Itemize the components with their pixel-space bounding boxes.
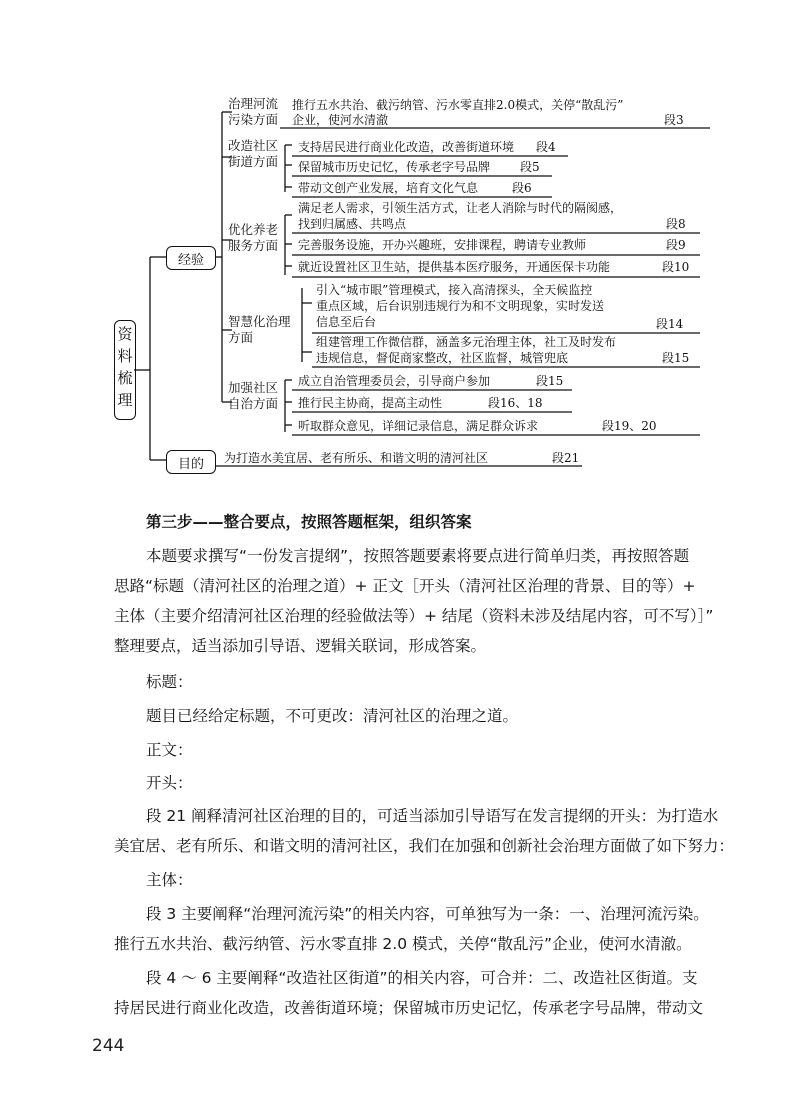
mindmap-item-text: 引入“城市眼”管理模式，接入高清探头，全天候监控 <box>316 283 593 297</box>
mindmap-item-text: 企业，使河水清澈 <box>292 113 389 127</box>
mindmap-item-text: 信息至后台 <box>316 315 377 329</box>
mindmap-item-ref: 段5 <box>520 160 540 174</box>
category-label: 加强社区 自治方面 <box>228 380 279 411</box>
mindmap-item-text: 满足老人需求，引领生活方式，让老人消除与时代的隔阂感， <box>298 201 623 215</box>
paragraph-line: 主体（主要介绍清河社区治理的经验做法等）+ 结尾（资料未涉及结尾内容，可不写）］” <box>114 607 714 625</box>
mindmap-item-text: 组建管理工作微信群，涵盖多元治理主体，社工及时发布 <box>316 335 617 349</box>
paragraph-line: 段 21 阐释清河社区治理的目的，可适当添加引导语写在发言提纲的开头：为打造水 <box>146 807 719 825</box>
category-label: 治理河流 污染方面 <box>228 96 279 127</box>
purpose-text: 为打造水美宜居、老有所乐、和谐文明的清河社区 <box>224 451 489 465</box>
label-main: 主体： <box>146 871 193 889</box>
paragraph-line: 整理要点，适当添加引导语、逻辑关联词，形成答案。 <box>114 637 487 655</box>
page-number: 244 <box>92 1036 125 1056</box>
label-body: 正文： <box>146 741 193 759</box>
mindmap-item-ref: 段6 <box>512 181 532 195</box>
mindmap-item-ref: 段8 <box>666 217 686 231</box>
mindmap-item-text: 就近设置社区卫生站，提供基本医疗服务，开通医保卡功能 <box>298 260 611 274</box>
category-label: 改造社区 街道方面 <box>228 138 279 169</box>
category-autonomy <box>228 380 278 412</box>
category-river <box>228 96 278 128</box>
category-elderly <box>228 222 278 254</box>
paragraph-line: 段 4 ～ 6 主要阐释“改造社区街道”的相关内容，可合并：二、改造社区街道。支 <box>146 969 698 987</box>
category-street <box>228 138 278 170</box>
label-opening: 开头： <box>146 774 193 792</box>
section-heading: 第三步——整合要点，按照答题框架，组织答案 <box>146 513 472 531</box>
mindmap-item-text: 违规信息，督促商家整改，社区监督，城管兜底 <box>316 351 569 365</box>
mindmap-item-text: 支持居民进行商业化改造，改善街道环境 <box>298 140 515 154</box>
root-char: 理 <box>117 391 133 409</box>
paragraph-line: 思路“标题（清河社区的治理之道）+ 正文［开头（清河社区治理的背景、目的等）+ <box>114 577 696 595</box>
mindmap-item-ref: 段14 <box>656 317 684 331</box>
mindmap-root <box>114 320 136 420</box>
mindmap-item-text: 推行民主协商，提高主动性 <box>298 396 443 410</box>
mindmap-item-ref: 段4 <box>536 140 556 154</box>
mindmap-item-ref: 段3 <box>664 113 684 127</box>
mindmap-item-ref: 段15 <box>662 351 690 365</box>
root-char: 料 <box>117 347 133 365</box>
mindmap-item-text: 找到归属感、共鸣点 <box>298 217 407 231</box>
mindmap-item-ref: 段16、18 <box>488 396 543 410</box>
root-char: 梳 <box>117 369 133 387</box>
root-char: 资 <box>117 325 133 343</box>
mindmap-item-text: 带动文创产业发展，培育文化气息 <box>298 181 479 195</box>
mindmap-item-ref: 段19、20 <box>602 419 657 433</box>
paragraph-line: 本题要求撰写“一份发言提纲”，按照答题要素将要点进行简单归类，再按照答题 <box>146 547 690 565</box>
mindmap-item-text: 重点区域，后台识别违规行为和不文明现象，实时发送 <box>316 299 605 313</box>
mindmap-item-text: 推行五水共治、截污纳管、污水零直排2.0模式，关停“散乱污” <box>292 98 624 112</box>
paragraph-line: 美宜居、老有所乐、和谐文明的清河社区，我们在加强和创新社会治理方面做了如下努力： <box>114 837 735 855</box>
mindmap-item-text: 听取群众意见，详细记录信息，满足群众诉求 <box>298 419 539 433</box>
mindmap-item-text: 完善服务设施，开办兴趣班，安排课程，聘请专业教师 <box>298 238 587 252</box>
mindmap-item-ref: 段9 <box>666 238 686 252</box>
paragraph-line: 推行五水共治、截污纳管、污水零直排 2.0 模式，关停“散乱污”企业，使河水清澈。 <box>114 935 692 953</box>
title-note: 题目已经给定标题，不可更改：清河社区的治理之道。 <box>146 707 519 725</box>
mindmap-item-text: 成立自治管理委员会，引导商户参加 <box>298 374 491 388</box>
paragraph-line: 持居民进行商业化改造，改善街道环境；保留城市历史记忆，传承老字号品牌，带动文 <box>114 999 704 1017</box>
mindmap-item-ref: 段15 <box>536 374 564 388</box>
paragraph-line: 段 3 主要阐释“治理河流污染”的相关内容，可单独写为一条：一、治理河流污染。 <box>146 905 709 923</box>
category-smart <box>228 314 291 346</box>
mindmap-item-ref: 段10 <box>662 260 690 274</box>
purpose-node: 目的 <box>166 450 216 474</box>
experience-node: 经验 <box>166 246 216 270</box>
category-label: 优化养老 服务方面 <box>228 222 279 253</box>
mindmap-item-text: 保留城市历史记忆，传承老字号品牌 <box>298 160 491 174</box>
category-label: 智慧化治理 方面 <box>228 314 291 345</box>
purpose-ref: 段21 <box>552 451 580 465</box>
label-title: 标题： <box>146 673 193 691</box>
